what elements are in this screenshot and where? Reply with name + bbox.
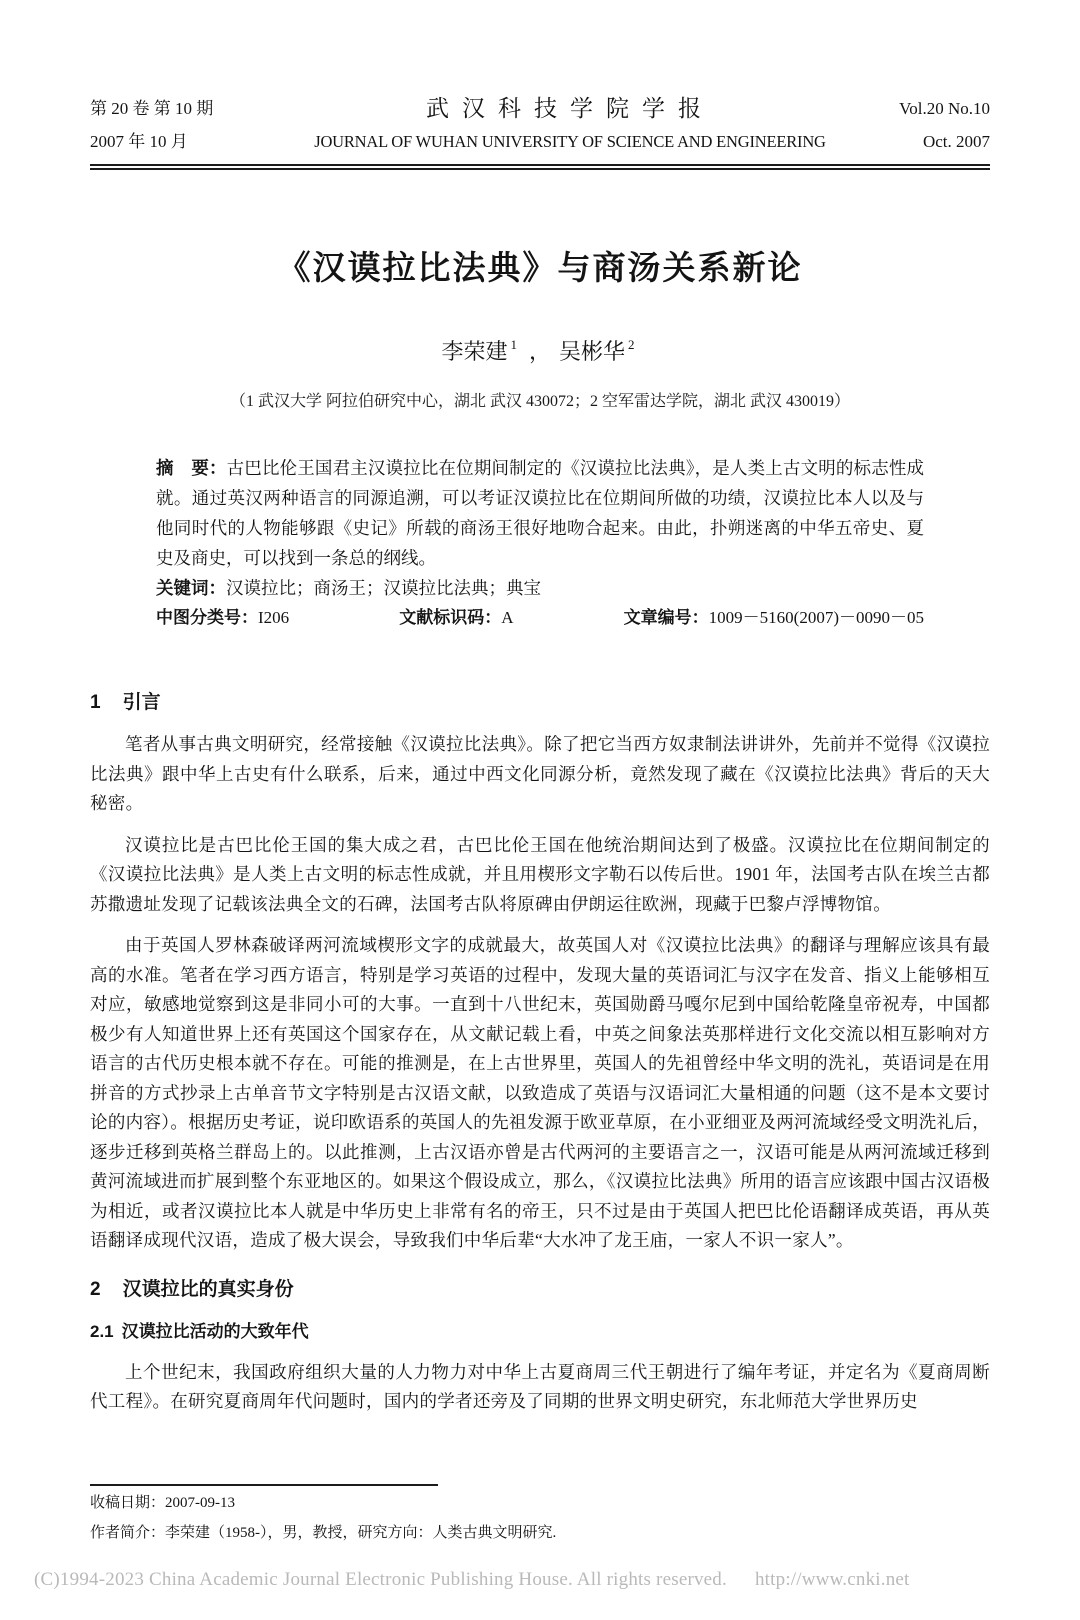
received-date-label: 收稿日期： (90, 1494, 166, 1511)
article-id-value: 1009－5160(2007)－0090－05 (708, 608, 924, 627)
journal-date-en: Oct. 2007 (922, 132, 990, 151)
section-1-number: 1 (90, 692, 101, 713)
article-id-label: 文章编号： (623, 608, 709, 627)
journal-date-cn: 2007 年 10 月 (90, 132, 188, 151)
received-date-value: 2007-09-13 (165, 1495, 236, 1511)
doc-code-item (399, 603, 513, 633)
journal-name-block (280, 93, 860, 158)
author-line (90, 335, 990, 366)
keywords-text: 汉谟拉比；商汤王；汉谟拉比法典；典宝 (226, 578, 541, 598)
journal-header (90, 92, 990, 158)
received-date-line (90, 1490, 990, 1516)
author-bio-label: 作者简介： (90, 1524, 166, 1541)
article-id-item (624, 603, 924, 633)
journal-issue-cn: 第 20 卷 第 10 期 (90, 99, 214, 118)
section-2-1-title: 汉谟拉比活动的大致年代 (121, 1321, 309, 1341)
journal-issue-block (90, 92, 280, 158)
clc-label: 中图分类号： (156, 608, 258, 627)
copyright-url: http://www.cnki.net (754, 1569, 910, 1590)
section-1-title: 引言 (122, 692, 161, 713)
clc-item (156, 603, 289, 633)
author-separator: ， (528, 339, 551, 364)
cnki-copyright (34, 1569, 910, 1591)
section-2-title: 汉谟拉比的真实身份 (122, 1278, 294, 1300)
section-1-paragraph-3: 由于英国人罗林森破译两河流域楔形文字的成就最大，故英国人对《汉谟拉比法典》的翻译与理解应该具有最高的水准。笔者在学习西方语言，特别是学习英语的过程中，发现大量的英语词汇与汉字在发音、指义上能够相互对应，敏感地觉察到这是非同小可的大事。一直到十八世纪末，英国勋爵马嘎尔尼到中国给乾隆皇帝祝寿，中国都极少有人知道世界上还有英国这个国家存在，从文献记载上看，中英之间象法英那样进行文化交流以相互影响对方语言的古代历史根本就不存在。可能的推测是，在上古世界里，英国人的先祖曾经中华文明的洗礼，英语词是在用拼音的方式抄录上古单音节文字特别是古汉语文献，以致造成了英语与汉语词汇大量相通的问题（这不是本文要讨论的内容）。根据历史考证，说印欧语系的英国人的先祖发源于欧亚草原，在小亚细亚及两河流域经受文明洗礼后，逐步迁移到英格兰群岛上的。以此推测，上古汉语亦曾是古代两河的主要语言之一，汉语可能是从两河流域迁移到黄河流域进而扩展到整个东亚地区的。如果这个假设成立，那么，《汉谟拉比法典》所用的语言应该跟中国古汉语极为相近，或者汉谟拉比本人就是中华历史上非常有名的帝王，只不过是由于英国人把巴比伦语翻译成英语，再从英语翻译成现代汉语，造成了极大误会，导致我们中华后辈“大水冲了龙王庙，一家人不识一家人”。 (90, 935, 990, 1250)
journal-vol-en: Vol.20 No.10 (899, 99, 990, 118)
article-title: 《汉谟拉比法典》与商汤关系新论 (277, 251, 803, 287)
affiliation-line: （1 武汉大学 阿拉伯研究中心，湖北 武汉 430072；2 空军雷达学院，湖北 武汉 430019） (229, 393, 850, 410)
author-bio-line (90, 1520, 990, 1546)
section-1-paragraph-1: 笔者从事古典文明研究，经常接触《汉谟拉比法典》。除了把它当西方奴隶制法讲讲外，先前并不觉得《汉谟拉比法典》跟中华上古史有什么联系，后来，通过中西文化同源分析，竟然发现了藏在《汉谟拉比法典》背后的天大秘密。 (90, 734, 990, 813)
abstract-block (156, 453, 924, 573)
keywords-label: 关键词： (156, 578, 226, 598)
section-1-heading (90, 687, 990, 714)
author-2-sup: 2 (628, 336, 635, 352)
journal-name-cn: 武汉科技学院学报 (426, 96, 714, 121)
doc-code-value: A (501, 608, 514, 627)
doc-code-label: 文献标识码： (399, 608, 502, 627)
journal-vol-block (860, 92, 990, 158)
author-1-sup: 1 (510, 336, 517, 352)
section-1-paragraph-2: 汉谟拉比是古巴比伦王国的集大成之君，古巴比伦王国在他统治期间达到了极盛。汉谟拉比在位期间制定的《汉谟拉比法典》是人类上古文明的标志性成就，并且用楔形文字勒石以传后世。1901 年，法国考古队在埃兰古都苏撒遗址发现了记载该法典全文的石碑，法国考古队将原碑由伊朗运往欧洲，现藏于巴黎卢浮博物馆。 (90, 834, 990, 914)
author-1-name: 李荣建 (441, 339, 508, 364)
meta-line (156, 603, 924, 633)
journal-name-en: JOURNAL OF WUHAN UNIVERSITY OF SCIENCE AND ENGINEERING (314, 132, 826, 151)
section-2-1-heading (90, 1317, 990, 1342)
clc-value: I206 (258, 608, 290, 627)
copyright-notice: (C)1994-2023 China Academic Journal Electronic Publishing House. All rights reserved. (34, 1569, 727, 1590)
keywords-line (156, 573, 924, 603)
section-2-1-paragraph-1: 上个世纪末，我国政府组织大量的人力物力对中华上古夏商周三代王朝进行了编年考证，并定名为《夏商周断代工程》。在研究夏商周年代问题时，国内的学者还旁及了同期的世界文明史研究，东北师范大学世界历史 (90, 1361, 990, 1411)
footnote-block (90, 1484, 990, 1546)
footnote-rule (90, 1484, 438, 1486)
author-bio-value: 李荣建（1958-），男，教授，研究方向：人类古典文明研究. (165, 1525, 557, 1541)
page (0, 92, 1080, 1417)
section-2-1-number: 2.1 (90, 1321, 114, 1341)
author-2-name: 吴彬华 (559, 339, 626, 364)
section-2-heading (90, 1274, 990, 1301)
header-double-rule (90, 164, 990, 170)
abstract-label: 摘 要： (156, 458, 227, 478)
section-2-number: 2 (90, 1278, 101, 1300)
abstract-text: 古巴比伦王国君主汉谟拉比在位期间制定的《汉谟拉比法典》，是人类上古文明的标志性成就。通过英汉两种语言的同源追溯，可以考证汉谟拉比在位期间所做的功绩，汉谟拉比本人以及与他同时代的人物能够跟《史记》所载的商汤王很好地吻合起来。由此，扑朔迷离的中华五帝史、夏史及商史，可以找到一条总的纲线。 (156, 458, 925, 568)
